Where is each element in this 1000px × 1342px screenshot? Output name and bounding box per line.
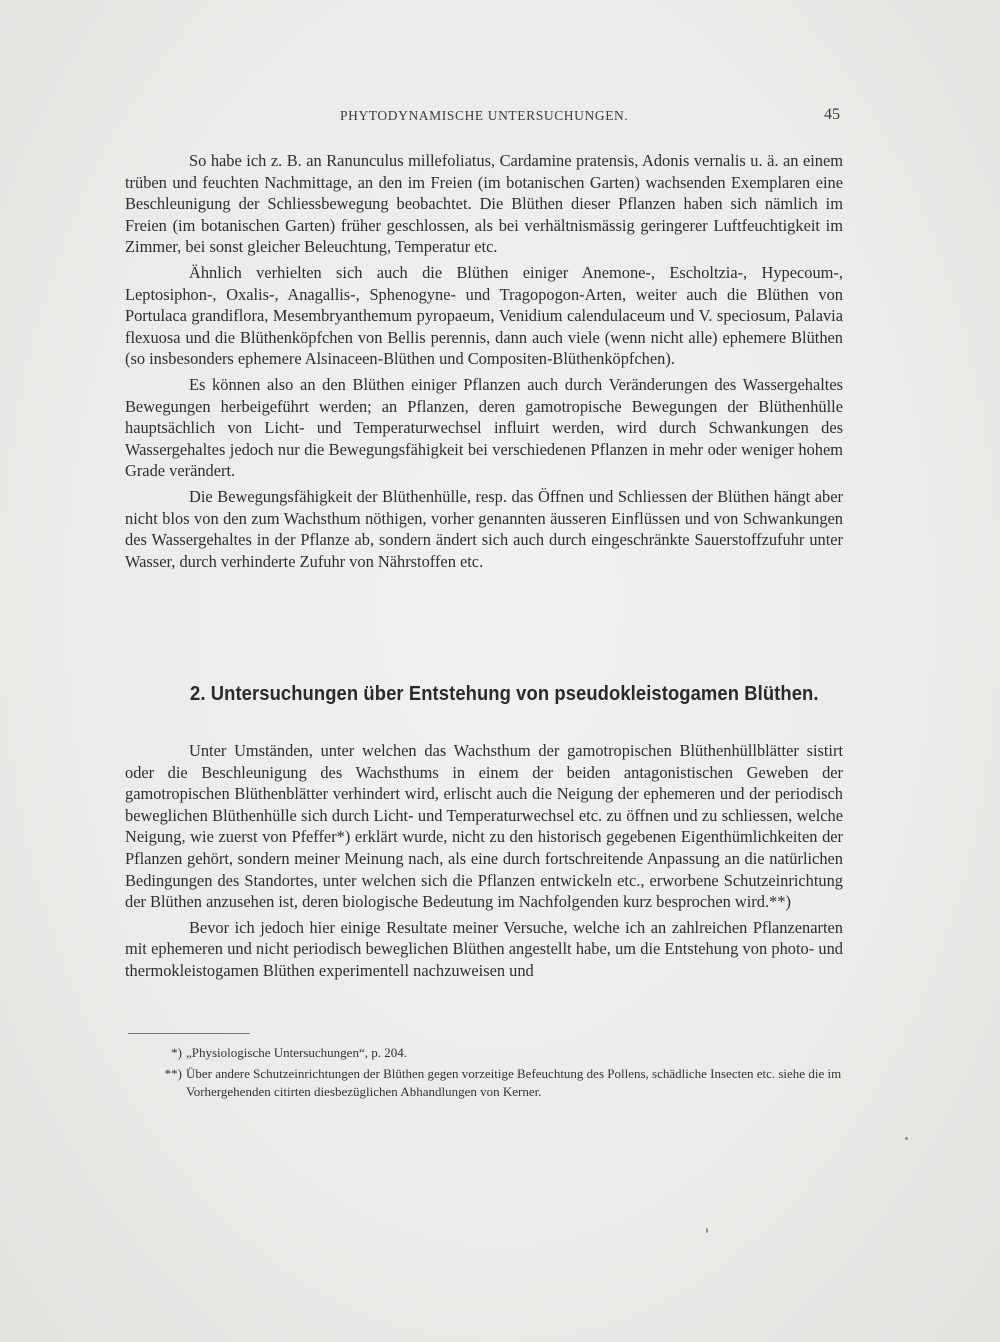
footnote-mark: **)	[164, 1065, 182, 1081]
paragraph: Die Bewegungsfähigkeit der Blüthenhülle, resp. das Öffnen und Schliessen der Blüthen hängt aber nicht blos von den zum Wachsthum nöthigen, vorher genannten äusseren Einflüssen und von Schwankungen des Wassergehaltes in der Pflanze ab, sondern ändert sich auch durch eingeschränkte Sauerstoffzufuhr unter Wasser, durch verhinderte Zufuhr von Nährstoffen etc.	[125, 486, 843, 571]
footnotes	[158, 1044, 848, 1102]
footnote-text: Über andere Schutzeinrichtungen der Blüthen gegen vorzeitige Befeuchtung des Pollens, schädliche Insecten etc. siehe die im Vorhergehenden citirten diesbezüglichen Abhandlungen von Kerner.	[186, 1065, 842, 1099]
footnote	[158, 1065, 848, 1102]
section-heading: 2. Untersuchungen über Entstehung von pseudokleistogamen Blüthen.	[190, 683, 819, 705]
page-number: 45	[824, 106, 840, 123]
scan-speck	[905, 1137, 908, 1140]
body-text-before-heading	[125, 150, 843, 572]
footnote-divider	[128, 1033, 250, 1034]
paragraph: Es können also an den Blüthen einiger Pflanzen auch durch Veränderungen des Wassergehaltes Bewegungen herbeigeführt werden; an Pflanzen, deren gamotropische Bewegungen der Blüthenhülle hauptsächlich von Licht- und Temperaturwechsel influirt werden, wird durch Schwankungen des Wassergehaltes jedoch nur die Bewegungsfähigkeit bei verschiedenen Pflanzen in mehr oder weniger hohem Grade verändert.	[125, 374, 843, 481]
scan-speck	[706, 1228, 708, 1233]
footnote	[158, 1044, 848, 1063]
paragraph: So habe ich z. B. an Ranunculus millefoliatus, Cardamine pratensis, Adonis vernalis u. ä. an einem trüben und feuchten Nachmittage, an den im Freien (im botanischen Garten) wachsenden Exemplaren eine Beschleunigung der Schliessbewegung beobachtet. Die Blüthen dieser Pflanzen haben sich nämlich im Freien (im botanischen Garten) früher geschlossen, als bei verhältnismässig geringerer Luftfeuchtigkeit im Zimmer, bei sonst gleicher Beleuchtung, Temperatur etc.	[125, 151, 843, 257]
running-head: PHYTODYNAMISCHE UNTERSUCHUNGEN.	[340, 108, 629, 123]
paragraph: Unter Umständen, unter welchen das Wachsthum der gamotropischen Blüthenhüllblätter sistirt oder die Beschleunigung des Wachsthums in einem der beiden antagonistischen Geweben der gamotropischen Blüthenblätter verhindert wird, erlischt auch die Neigung der ephemeren und der periodisch beweglichen Blüthenhülle sich durch Licht- und Temperaturwechsel etc. zu öffnen und zu schliessen, welche Neigung, wie zuerst von Pfeffer*) erklärt wurde, nicht zu den historisch gegebenen Eigenthümlichkeiten der Pflanzen gehört, sondern meiner Meinung nach, als eine durch fortschreitende Anpassung an die natürlichen Bedingungen des Standortes, unter welchen sich die Pflanzen entwickeln etc., erworbene Schutzeinrichtung der Blüthen anzusehen ist, deren biologische Bedeutung im Nachfolgenden kurz besprochen wird.**)	[125, 741, 843, 912]
footnote-text: „Physiologische Untersuchungen“, p. 204.	[186, 1045, 407, 1060]
body-text-after-heading	[125, 740, 843, 982]
paragraph: Ähnlich verhielten sich auch die Blüthen einiger Anemone-, Escholtzia-, Hypecoum-, Leptosiphon-, Oxalis-, Anagallis-, Sphenogyne- und Tragopogon-Arten, weiter auch die Blüthen von Portulaca grandiflora, Mesembryanthemum pyropaeum, Venidium calendulaceum und V. speciosum, Palavia flexuosa und die Blüthenköpfchen von Bellis perennis, dann auch viele (wenn nicht alle) ephemere Blüthen (so insbesonders ephemere Alsinaceen-Blüthen und Compositen-Blüthenköpfchen).	[125, 262, 843, 369]
footnote-mark: *)	[171, 1045, 182, 1060]
paragraph: Bevor ich jedoch hier einige Resultate meiner Versuche, welche ich an zahlreichen Pflanzenarten mit ephemeren und nicht periodisch beweglichen Blüthen angestellt habe, um die Entstehung von photo- und thermokleistogamen Blüthen experimentell nachzuweisen und	[125, 917, 843, 980]
